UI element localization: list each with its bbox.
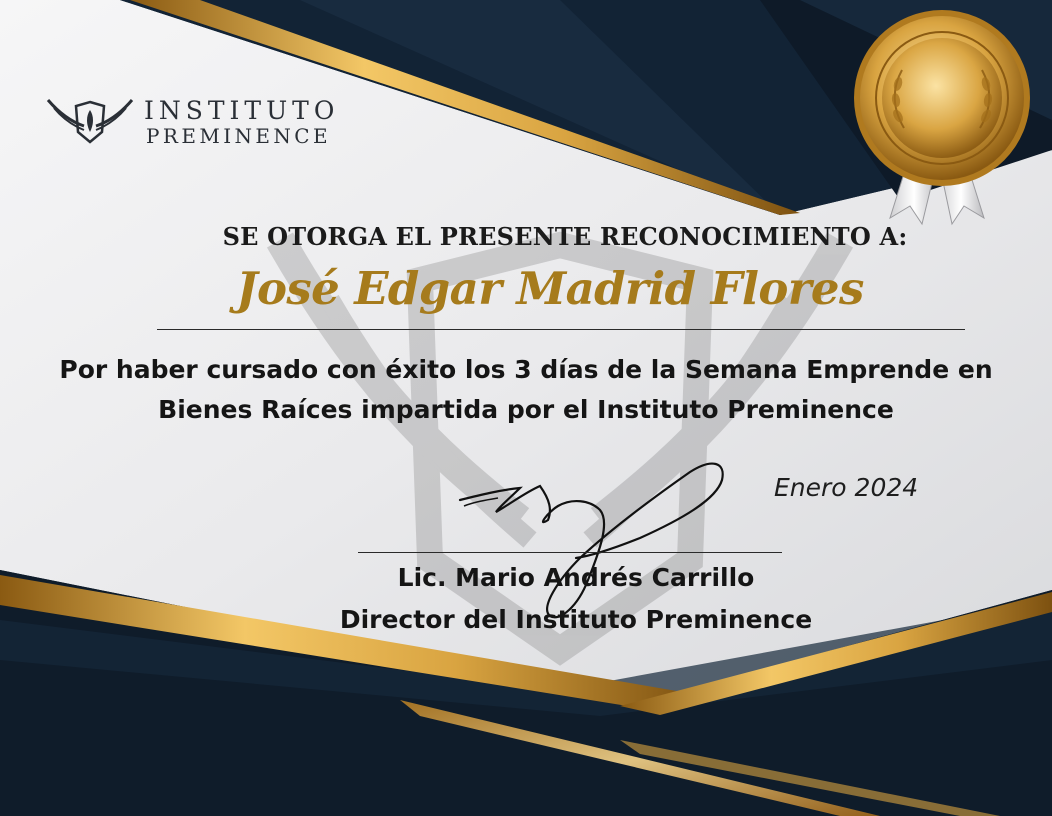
eagle-shield-icon: [44, 92, 136, 148]
award-heading: SE OTORGA EL PRESENTE RECONOCIMIENTO A:: [222, 222, 908, 251]
signature-line: [358, 552, 782, 553]
institution-name-line1: INSTITUTO: [144, 96, 340, 125]
award-reason-line2: Bienes Raíces impartida por el Instituto Preminence: [158, 395, 894, 424]
award-reason: [20, 350, 1032, 430]
institution-logo: [44, 90, 344, 150]
signatory-title: Director del Instituto Preminence: [339, 605, 813, 634]
award-date: Enero 2024: [774, 473, 919, 502]
award-reason-line1: Por haber cursado con éxito los 3 días de la Semana Emprende en: [59, 355, 993, 384]
signatory-name: Lic. Mario Andrés Carrillo: [397, 563, 755, 592]
institution-name-line2: PREMINENCE: [146, 124, 331, 148]
recipient-name: José Edgar Madrid Flores: [236, 262, 864, 315]
gold-award-seal-icon: [842, 8, 1042, 230]
recipient-divider: [157, 329, 965, 330]
